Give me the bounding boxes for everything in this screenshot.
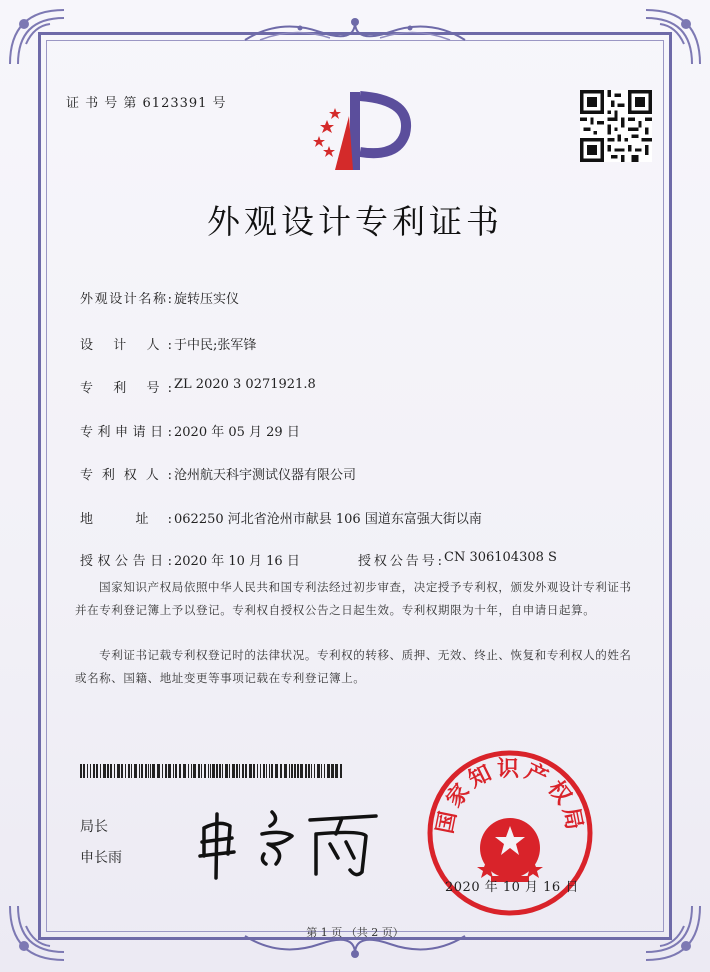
qr-code-icon: [580, 90, 652, 162]
field-value: 2020 年 05 月 29 日: [174, 425, 300, 440]
field-announcement-number: [358, 550, 557, 569]
signatory-name: 申长雨: [80, 850, 122, 866]
field-patentee: [80, 464, 356, 483]
field-patent-number: [80, 377, 316, 396]
certificate-number: 证 书 号 第 6123391 号: [66, 96, 227, 111]
signature-icon: [190, 800, 390, 880]
field-label: 外观设计名称:: [80, 292, 172, 307]
barcode-icon: [80, 764, 342, 778]
field-label: 授权公告日:: [80, 554, 172, 569]
field-value: ZL 2020 3 0271921.8: [174, 377, 316, 392]
field-designer: [80, 334, 256, 353]
corner-ornament-tr: [636, 4, 706, 74]
field-value: 旋转压实仪: [174, 292, 240, 307]
field-value: 沧州航天科宇测试仪器有限公司: [174, 468, 357, 483]
page-footer: 第 1 页 （共 2 页）: [306, 926, 404, 939]
svg-text:国家知识产权局: 国家知识产权局: [432, 757, 588, 836]
corner-ornament-tl: [4, 4, 74, 74]
field-label: 设 计 人:: [80, 338, 172, 353]
statement-paragraph-2: 专利证书记载专利权登记时的法律状况。专利权的转移、质押、无效、终止、恢复和专利权人的姓名或名称、国籍、地址变更等事项记载在专利登记簿上。: [75, 648, 632, 685]
field-label: 授权公告号:: [358, 554, 442, 569]
signatory-title: 局长: [80, 819, 108, 835]
page-title: 外观设计专利证书: [207, 202, 503, 241]
field-value: 062250 河北省沧州市献县 106 国道东富强大街以南: [174, 512, 482, 527]
field-announcement-date: [80, 550, 300, 569]
field-value: CN 306104308 S: [444, 550, 557, 565]
patent-office-logo-icon: [305, 86, 415, 176]
seal-date: 2020 年 10 月 16 日: [445, 880, 579, 895]
field-label: 地 址:: [80, 512, 172, 527]
field-application-date: [80, 421, 300, 440]
field-value: 2020 年 10 月 16 日: [174, 554, 300, 569]
field-label: 专利申请日:: [80, 425, 172, 440]
field-design-name: [80, 288, 239, 307]
field-label: 专 利 号:: [80, 381, 172, 396]
field-address: [80, 508, 482, 527]
field-label: 专利权人:: [80, 468, 172, 483]
statement-paragraph-1: 国家知识产权局依照中华人民共和国专利法经过初步审查，决定授予专利权，颁发外观设计专利证书并在专利登记簿上予以登记。专利权自授权公告之日起生效。专利权期限为十年，自申请日起算。: [75, 580, 632, 617]
top-ornament: [240, 14, 470, 48]
field-value: 于中民;张军锋: [174, 338, 257, 353]
